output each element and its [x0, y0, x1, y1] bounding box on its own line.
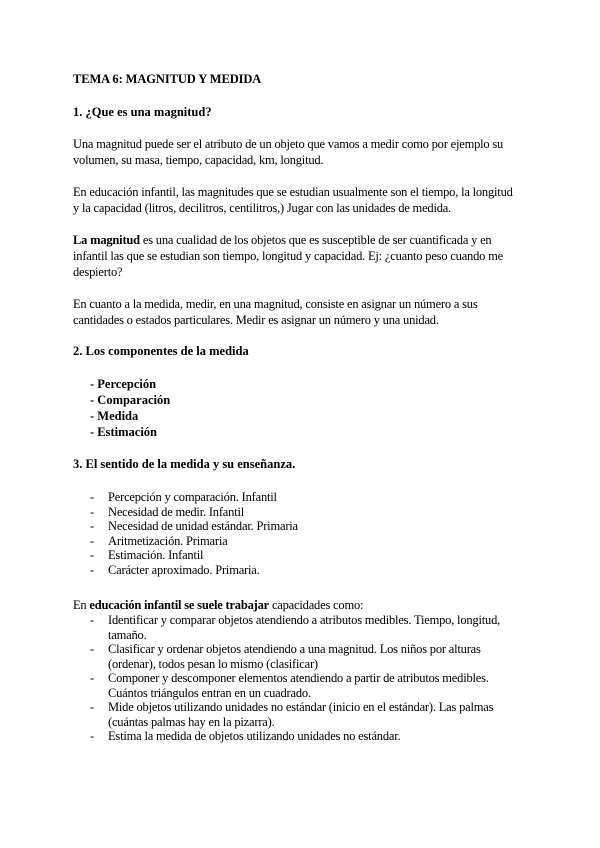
section1-paragraph-3 — [73, 232, 513, 280]
list-item: - Estima la medida de objetos utilizando unidades no estándar. — [90, 729, 401, 743]
list-item: - Comparación — [90, 393, 171, 407]
infantil-skills-list — [90, 613, 510, 744]
list-item: - Estimación. Infantil — [90, 548, 204, 562]
section1-paragraph-1: Una magnitud puede ser el atributo de un objeto que vamos a medir como por ejemplo su volumen, su masa, tiempo, capacidad, km, longitud. — [73, 137, 504, 167]
list-item: - Mide objetos utilizando unidades no estándar (inicio en el estándar). Las palmas (cuántas palmas hay en la pizarra). — [90, 700, 494, 729]
list-item: - Necesidad de medir. Infantil — [90, 504, 245, 519]
magnitud-term: La magnitud — [73, 233, 140, 247]
list-item: - Componer y descomponer elementos atendiendo a partir de atributos medibles. Cuántos triángulos entran en un cuadrado. — [90, 671, 489, 700]
components-list — [90, 376, 170, 440]
list-item: - Carácter aproximado. Primaria. — [90, 562, 260, 577]
list-item: - Necesidad de unidad estándar. Primaria — [90, 519, 298, 533]
list-item: - Clasificar y ordenar objetos atendiendo a una magnitud. Los niños por alturas (ordenar), todos pesan lo mismo (clasificar) — [90, 642, 481, 671]
list-item: - Identificar y comparar objetos atendiendo a atributos medibles. Tiempo, longitud, tamaño. — [90, 613, 501, 642]
sense-of-measure-list — [90, 490, 510, 577]
list-item: - Percepción y comparación. Infantil — [90, 490, 277, 504]
section1-heading: 1. ¿Que es una magnitud? — [73, 105, 212, 119]
section1-paragraph-4: En cuanto a la medida, medir, en una magnitud, consiste en asignar un número a sus cantidades o estados particulares. Medir es asignar un número y una unidad. — [73, 297, 478, 327]
section1-paragraph-2: En educación infantil, las magnitudes que se estudian usualmente son el tiempo, la longitud y la capacidad (litros, decilitros, centilitros,) Jugar con las unidades de medida. — [73, 185, 513, 215]
list-item: - Medida — [90, 409, 139, 423]
list-item: - Percepción — [90, 377, 157, 391]
list-item: - Estimación — [90, 425, 158, 439]
section3-heading: 3. El sentido de la medida y su enseñanza. — [73, 457, 296, 471]
list-item: - Aritmetización. Primaria — [90, 533, 228, 548]
infantil-intro: En educación infantil se suele trabajar capacidades como: — [73, 598, 364, 612]
document-title: TEMA 6: MAGNITUD Y MEDIDA — [73, 72, 262, 86]
section2-heading: 2. Los componentes de la medida — [73, 344, 249, 358]
magnitud-definition: es una cualidad de los objetos que es susceptible de ser cuantificada y en infantil las que se estudian son tiempo, longitud y capacidad. Ej: ¿cuanto peso cuando me despierto? — [73, 233, 503, 279]
